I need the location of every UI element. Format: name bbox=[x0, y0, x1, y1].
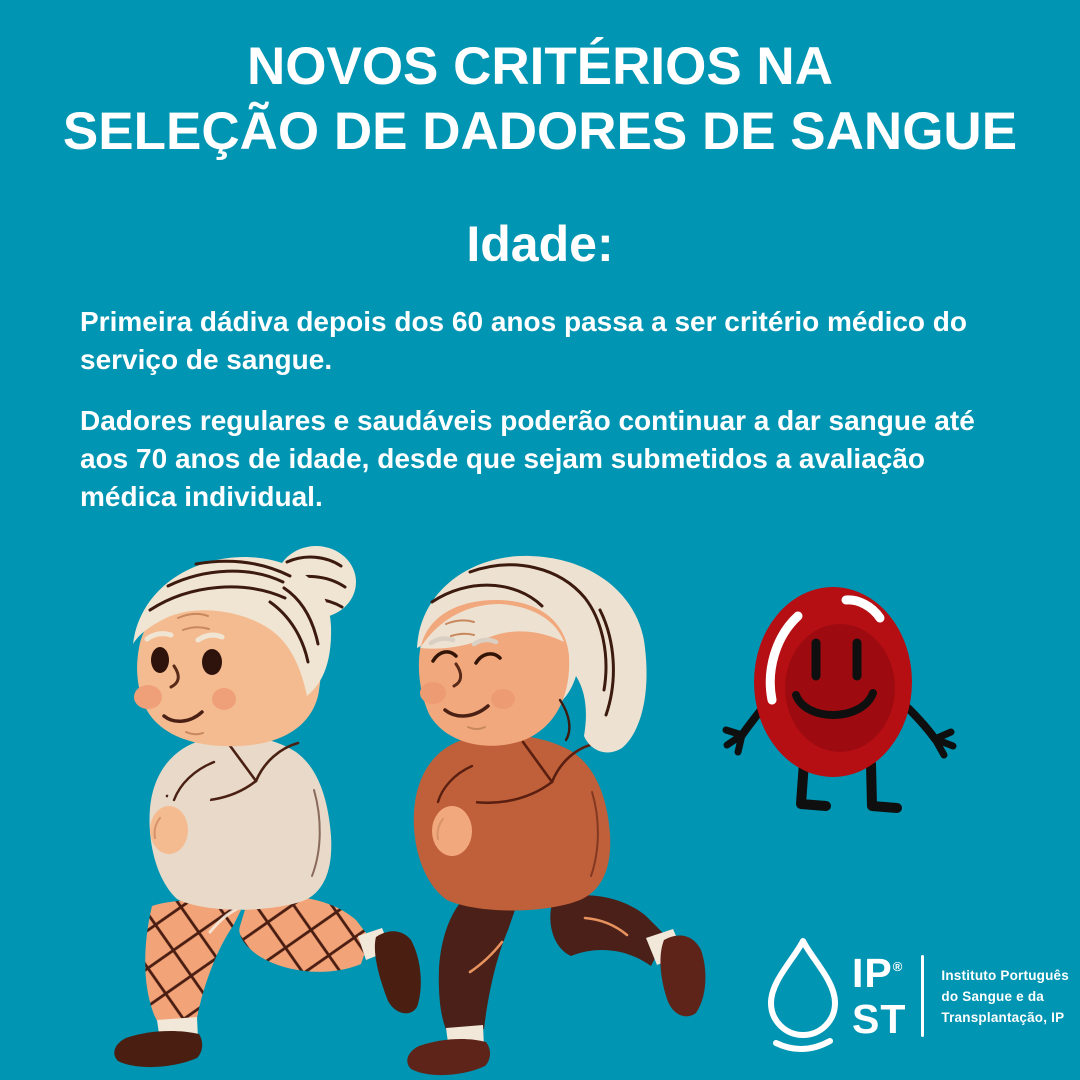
registered-mark: ® bbox=[892, 958, 903, 974]
paragraph-2-line-3: médica individual. bbox=[80, 481, 323, 512]
logo-divider bbox=[921, 955, 924, 1037]
section-subtitle: Idade: bbox=[466, 216, 614, 272]
elderly-woman-jogging-2 bbox=[407, 556, 705, 1075]
body-copy bbox=[80, 303, 1030, 516]
paragraph-2 bbox=[80, 402, 1030, 516]
org-name-line-2: do Sangue e da bbox=[941, 988, 1044, 1004]
title-line-2: SELEÇÃO DE DADORES DE SANGUE bbox=[62, 102, 1018, 161]
org-name bbox=[941, 965, 1069, 1028]
org-name-line-1: Instituto Português bbox=[941, 967, 1069, 983]
paragraph-2-line-2: aos 70 anos de idade, desde que sejam submetidos a avaliação bbox=[80, 443, 926, 474]
ipst-acronym bbox=[852, 949, 907, 1042]
paragraph-1-line-2: serviço de sangue. bbox=[80, 344, 333, 375]
org-name-line-3: Transplantação, IP bbox=[941, 1009, 1065, 1025]
paragraph-2-line-1: Dadores regulares e saudáveis poderão continuar a dar sangue até bbox=[80, 405, 975, 436]
blood-cell-mascot bbox=[726, 587, 953, 808]
blood-drop-outline-icon bbox=[762, 936, 844, 1056]
ipst-acronym-line-2: ST bbox=[852, 995, 907, 1042]
page-title bbox=[0, 34, 1080, 164]
paragraph-1 bbox=[80, 303, 1030, 379]
ipst-logo bbox=[762, 936, 1069, 1056]
ipst-acronym-line-1: IP® bbox=[852, 949, 903, 996]
elderly-woman-jogging-1 bbox=[114, 546, 421, 1067]
title-line-1: NOVOS CRITÉRIOS NA bbox=[246, 37, 833, 96]
paragraph-1-line-1: Primeira dádiva depois dos 60 anos passa a ser critério médico do bbox=[80, 306, 968, 337]
